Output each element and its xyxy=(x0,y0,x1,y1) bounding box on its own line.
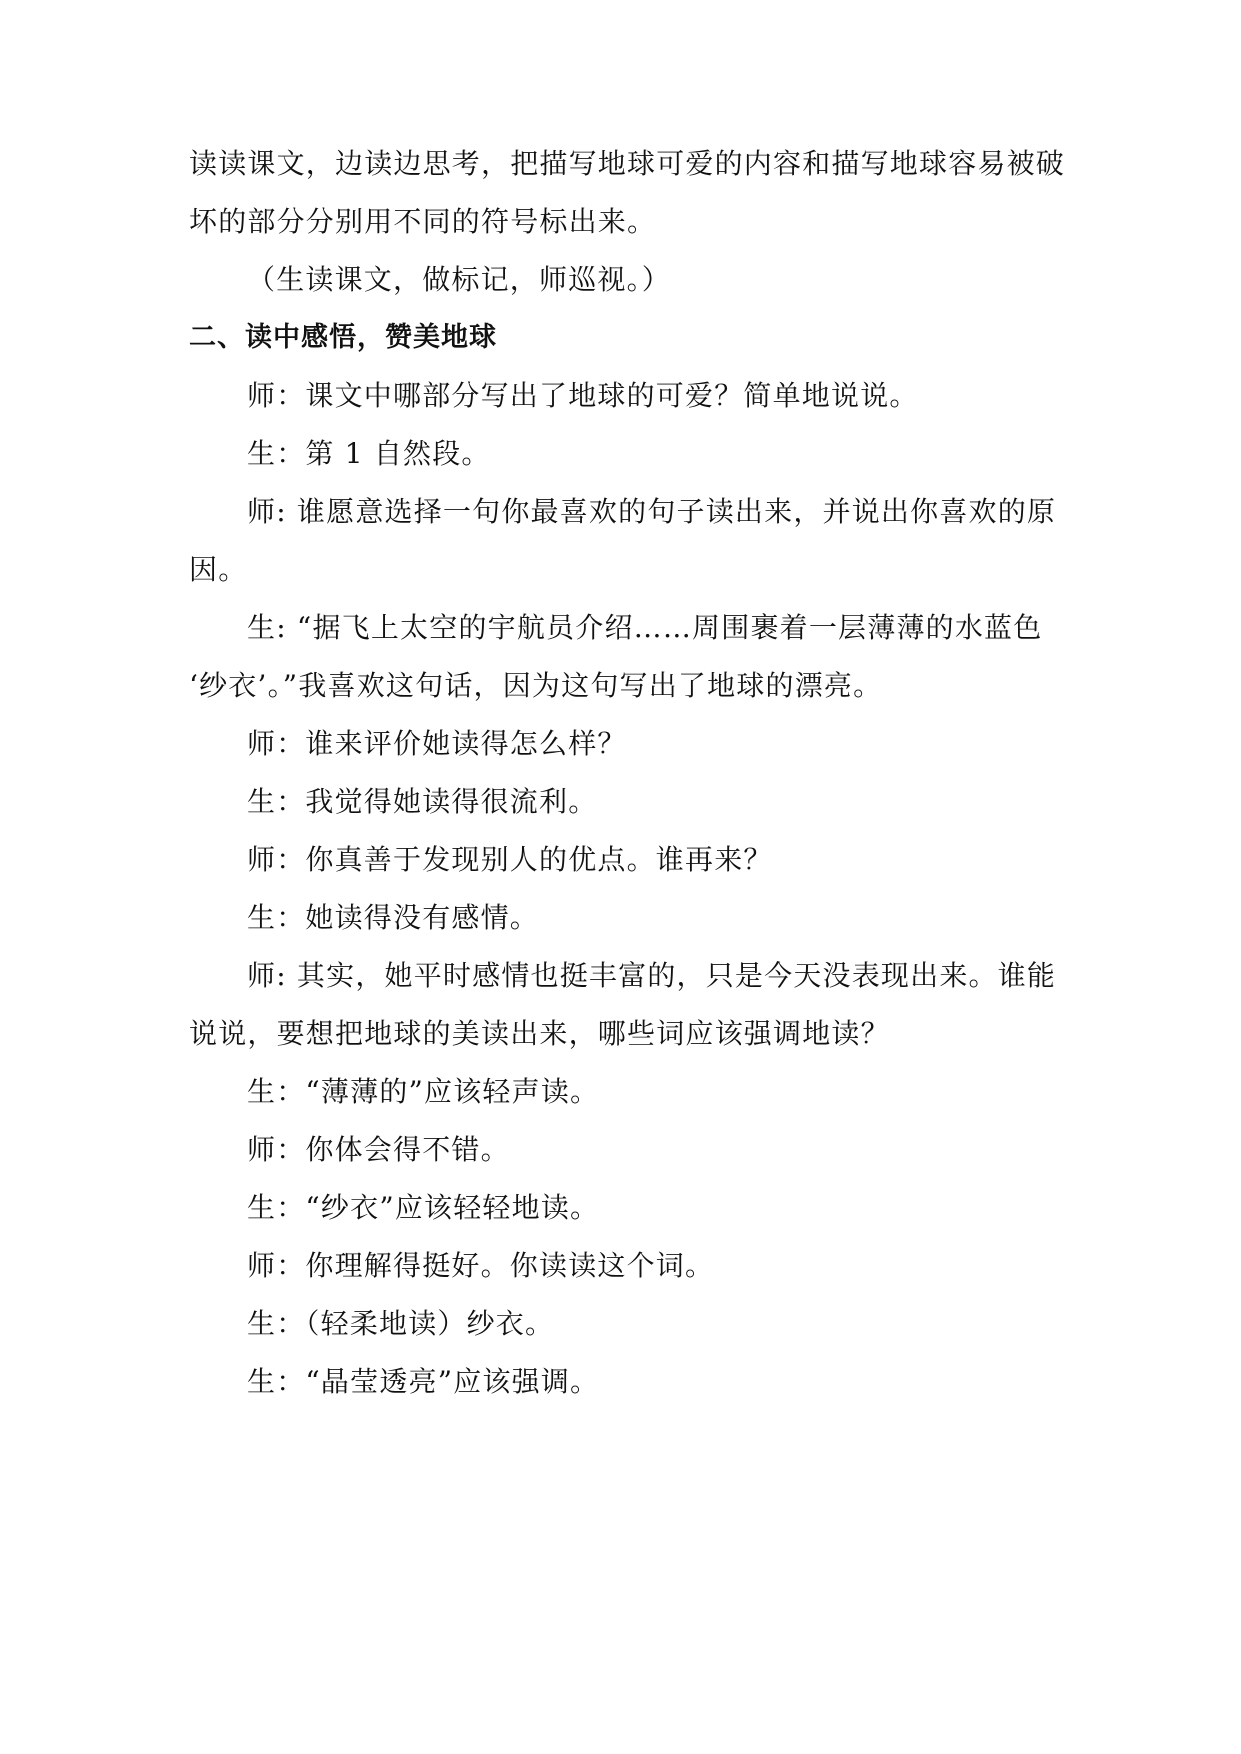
dialogue-line: 生：我觉得她读得很流利。 xyxy=(247,785,598,818)
paragraph-line: 读读课文，边读边思考，把描写地球可爱的内容和描写地球容易被破 xyxy=(189,147,1066,180)
dialogue-line: 师：你体会得不错。 xyxy=(247,1133,510,1166)
dialogue-line: 生：“薄薄的”应该轻声读。 xyxy=(247,1075,600,1108)
dialogue-line: 生：（轻柔地读）纱衣。 xyxy=(247,1307,555,1340)
dialogue-line: 生: “据飞上太空的宇航员介绍……周围裹着一层薄薄的水蓝色 xyxy=(247,611,1043,644)
dialogue-line: 生：“纱衣”应该轻轻地读。 xyxy=(247,1191,600,1224)
dialogue-line: 生：“晶莹透亮”应该强调。 xyxy=(247,1365,600,1398)
paragraph-line: 坏的部分分别用不同的符号标出来。 xyxy=(189,205,657,238)
dialogue-line: 说说，要想把地球的美读出来，哪些词应该强调地读？ xyxy=(189,1017,890,1050)
dialogue-line: 师: 其实，她平时感情也挺丰富的，只是今天没表现出来。谁能 xyxy=(247,959,1057,992)
dialogue-line: ‘纱衣’。”我喜欢这句话，因为这句写出了地球的漂亮。 xyxy=(189,669,883,702)
dialogue-line: 生：第 1 自然段。 xyxy=(247,437,491,470)
dialogue-line: 师：谁来评价她读得怎么样？ xyxy=(247,727,627,760)
dialogue-line: 因。 xyxy=(189,553,248,586)
paragraph-line: （生读课文，做标记，师巡视。） xyxy=(247,263,672,296)
dialogue-line: 生：她读得没有感情。 xyxy=(247,901,540,934)
dialogue-line: 师：你真善于发现别人的优点。谁再来？ xyxy=(247,843,773,876)
section-heading: 二、读中感悟，赞美地球 xyxy=(189,322,497,353)
dialogue-line: 师：课文中哪部分写出了地球的可爱？简单地说说。 xyxy=(247,379,919,412)
dialogue-line: 师：你理解得挺好。你读读这个词。 xyxy=(247,1249,715,1282)
dialogue-line: 师: 谁愿意选择一句你最喜欢的句子读出来，并说出你喜欢的原 xyxy=(247,495,1057,528)
